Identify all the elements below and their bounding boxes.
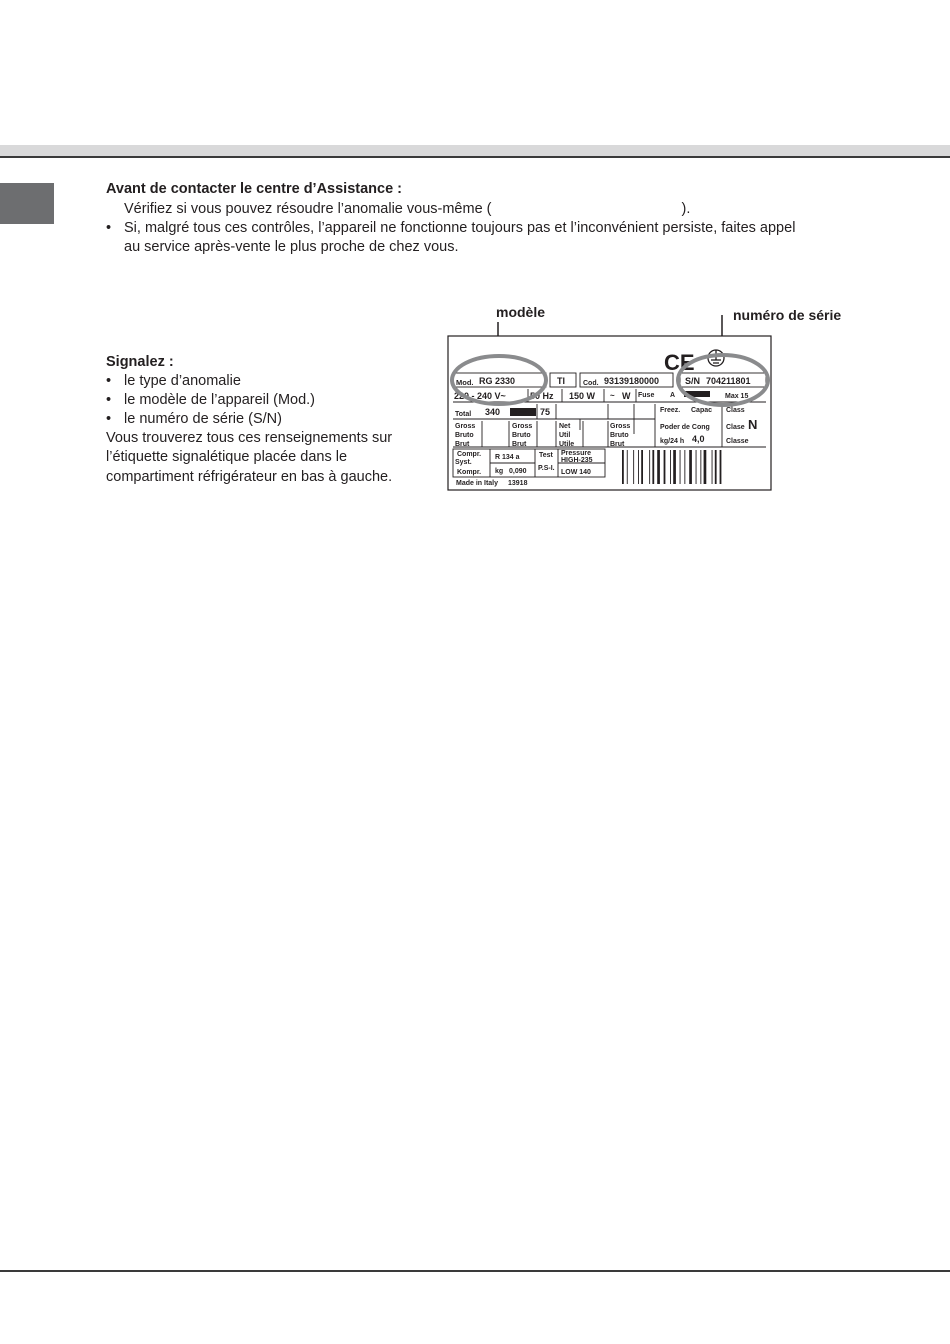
signalez-item-model: le modèle de l’appareil (Mod.) xyxy=(124,392,316,408)
voltage: 220 - 240 V~ xyxy=(454,391,506,401)
barcode-bar xyxy=(649,450,650,484)
barcode-bar xyxy=(689,450,692,484)
kg24-label: kg/24 h xyxy=(660,438,685,445)
cod-value: 93139180000 xyxy=(604,376,660,386)
barcode-bar xyxy=(657,450,660,484)
bullet: • xyxy=(106,392,112,408)
mod-value: RG 2330 xyxy=(479,376,516,386)
freezer-value: 75 xyxy=(540,407,551,417)
bullet: • xyxy=(106,220,112,236)
barcode-bar xyxy=(680,450,681,484)
kg-value: 0,090 xyxy=(509,468,527,475)
compr-label-b: Syst. xyxy=(455,459,472,466)
barcode-bar xyxy=(684,450,685,484)
barcode-bar xyxy=(715,450,717,484)
mod-label: Mod. xyxy=(456,378,474,387)
net-c: Utile xyxy=(559,441,575,448)
refrigerant: R 134 a xyxy=(495,454,520,461)
barcode-bar xyxy=(652,450,654,484)
ce-mark: CE xyxy=(664,350,695,375)
callout-serial: numéro de série xyxy=(733,307,842,323)
barcode-bar xyxy=(638,450,639,484)
rating-label-illustration xyxy=(440,300,860,500)
amp-label: A xyxy=(670,392,676,399)
barcode-bar xyxy=(704,450,707,484)
barcode-bar xyxy=(673,450,676,484)
barcode-bar xyxy=(700,450,701,484)
assistance-heading: Avant de contacter le centre d’Assistance : xyxy=(106,181,403,197)
sn-label: S/N xyxy=(685,376,701,386)
compr-label-a: Compr. xyxy=(457,451,482,458)
pressure-low: LOW 140 xyxy=(561,469,591,476)
assistance-line-1 xyxy=(124,200,690,219)
pressure-label: Pressure xyxy=(561,450,591,457)
barcode-bar xyxy=(627,450,628,484)
pressure-high: HIGH-235 xyxy=(561,457,593,464)
callout-model: modèle xyxy=(496,304,546,320)
total-label: Total xyxy=(455,411,472,418)
gross-2-c: Brut xyxy=(512,441,527,448)
kg24-value: 4,0 xyxy=(692,434,705,444)
barcode-bar xyxy=(720,450,722,484)
header-band xyxy=(0,145,950,156)
net-b: Util xyxy=(559,432,571,439)
sn-value: 704211801 xyxy=(706,376,751,386)
total-value: 340 xyxy=(485,407,501,417)
assistance-line-2: Si, malgré tous ces contrôles, l’appareil ne fonctionne toujours pas et l’inconvénient persiste, faites appel xyxy=(124,220,796,236)
signalez-para-1: Vous trouverez tous ces renseignements sur xyxy=(106,430,393,446)
barcode-bar xyxy=(664,450,666,484)
svg-text:✱ ***: ✱ *** xyxy=(512,410,527,417)
frequency: 50 Hz xyxy=(530,391,554,401)
net-a: Net xyxy=(559,423,571,430)
kompr-label: Kompr. xyxy=(457,469,482,476)
poder-label: Poder de Cong xyxy=(660,424,710,431)
capac-label: Capac xyxy=(691,407,713,414)
signalez-item-anomaly: le type d’anomalie xyxy=(124,373,241,389)
barcode-bar xyxy=(622,450,624,484)
made-in: Made in Italy xyxy=(456,480,499,487)
assistance-line-3: au service après-vente le plus proche de chez vous. xyxy=(124,239,459,255)
ti-code: TI xyxy=(557,376,565,386)
gross-3-a: Gross xyxy=(610,423,631,430)
power: 150 W xyxy=(569,391,596,401)
barcode-bar xyxy=(696,450,697,484)
signalez-heading: Signalez : xyxy=(106,354,174,370)
classe-label: Classe xyxy=(726,438,749,445)
test-label: Test xyxy=(539,452,553,459)
fuse-label: Fuse xyxy=(638,392,655,399)
footer-rule xyxy=(0,1270,950,1272)
psi-label: P.S-I. xyxy=(538,465,555,472)
gross-2-b: Bruto xyxy=(512,432,531,439)
max-lamp: Max 15 xyxy=(725,393,749,400)
gross-3-b: Bruto xyxy=(610,432,629,439)
signalez-para-3: compartiment réfrigérateur en bas à gauche. xyxy=(106,469,393,485)
climate-class: N xyxy=(748,417,758,432)
clase-label: Clase xyxy=(726,424,745,431)
barcode-bar xyxy=(670,450,671,484)
kg-label: kg xyxy=(495,468,504,475)
defrost-watt: W xyxy=(622,391,631,401)
bullet: • xyxy=(106,373,112,389)
cod-label: Cod. xyxy=(583,380,599,387)
gross-1-c: Brut xyxy=(455,441,470,448)
freez-label: Freez. xyxy=(660,407,681,414)
barcode-bar xyxy=(633,450,634,484)
gross-1-a: Gross xyxy=(455,423,476,430)
gross-2-a: Gross xyxy=(512,423,533,430)
bullet: • xyxy=(106,411,112,427)
made-code: 13918 xyxy=(508,480,528,487)
assistance-line-1-start: Vérifiez si vous pouvez résoudre l’anomalie vous-même ( xyxy=(124,201,492,217)
defrost-icon: ~ xyxy=(610,391,615,400)
gross-1-b: Bruto xyxy=(455,432,474,439)
class-label: Class xyxy=(726,407,745,414)
header-rule xyxy=(0,156,950,158)
signalez-item-serial: le numéro de série (S/N) xyxy=(124,411,282,427)
assistance-line-1-end: ). xyxy=(681,201,691,217)
gross-3-c: Brut xyxy=(610,441,625,448)
barcode-bar xyxy=(712,450,713,484)
section-tab xyxy=(0,183,54,224)
signalez-para-2: l’étiquette signalétique placée dans le xyxy=(106,449,348,465)
barcode-bar xyxy=(641,450,643,484)
